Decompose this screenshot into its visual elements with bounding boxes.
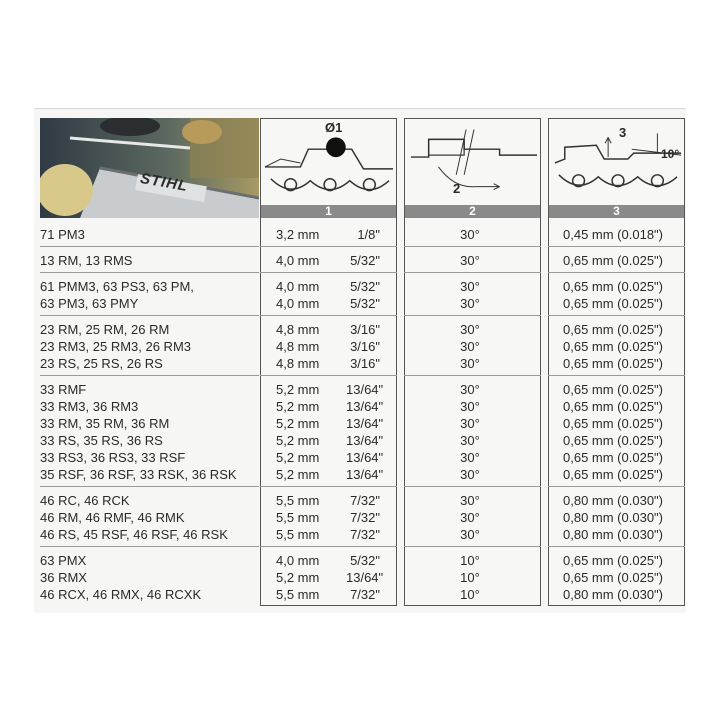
filing-angle: 30° xyxy=(460,322,480,337)
filing-angle: 30° xyxy=(460,279,480,294)
group-separator xyxy=(548,272,685,273)
depth-gauge-setting: 0,65 mm (0.025") xyxy=(563,356,663,371)
cutter-diameter-inch: 13/64" xyxy=(346,433,384,448)
cutter-diameter-inch: 13/64" xyxy=(346,399,384,414)
cutter-diameter-inch: 5/32" xyxy=(350,253,380,268)
filing-angle: 30° xyxy=(460,296,480,311)
cutter-diameter-mm: 4,0 mm xyxy=(276,296,320,311)
depth-gauge-setting: 0,65 mm (0.025") xyxy=(563,253,663,268)
group-separator xyxy=(40,272,259,273)
filing-angle: 30° xyxy=(460,399,480,414)
chain-model: 46 RS, 45 RSF, 46 RSF, 46 RSK xyxy=(40,527,228,542)
depth-gauge-setting: 0,65 mm (0.025") xyxy=(563,382,663,397)
cutter-diameter-mm: 5,2 mm xyxy=(276,467,320,482)
cutter-diameter-mm: 3,2 mm xyxy=(276,227,320,242)
depth-gauge-setting: 0,65 mm (0.025") xyxy=(563,570,663,585)
group-separator xyxy=(548,375,685,376)
filing-angle: 30° xyxy=(460,356,480,371)
group-separator xyxy=(40,246,259,247)
depth-gauge-setting: 0,80 mm (0.030") xyxy=(563,527,663,542)
chain-model: 36 RMX xyxy=(40,570,87,585)
cutter-diameter-inch: 7/32" xyxy=(350,510,380,525)
diameter-label: Ø1 xyxy=(325,120,343,135)
cutter-diameter-mm: 5,2 mm xyxy=(276,399,320,414)
depth-gauge-setting: 0,65 mm (0.025") xyxy=(563,553,663,568)
filing-angle: 30° xyxy=(460,493,480,508)
filing-angle: 30° xyxy=(460,339,480,354)
group-separator xyxy=(260,246,397,247)
chain-model: 23 RM, 25 RM, 26 RM xyxy=(40,322,170,337)
depth-label: 3 xyxy=(619,125,627,140)
filing-angle: 30° xyxy=(460,382,480,397)
cutter-diameter-inch: 1/8" xyxy=(357,227,380,242)
cutter-diameter-mm: 4,8 mm xyxy=(276,339,320,354)
cutter-diameter-mm: 5,2 mm xyxy=(276,570,320,585)
group-separator xyxy=(260,375,397,376)
group-separator xyxy=(548,246,685,247)
cutter-diameter-mm: 5,5 mm xyxy=(276,493,320,508)
brand-logo: STIHL xyxy=(138,169,190,196)
cutter-diameter-mm: 5,5 mm xyxy=(276,527,320,542)
cutter-diameter-mm: 5,2 mm xyxy=(276,416,320,431)
cutter-diameter-inch: 7/32" xyxy=(350,527,380,542)
group-separator xyxy=(260,272,397,273)
filing-angle-diagram xyxy=(405,119,540,205)
cutter-diameter-mm: 5,2 mm xyxy=(276,450,320,465)
group-separator xyxy=(260,546,397,547)
depth-gauge-setting: 0,65 mm (0.025") xyxy=(563,467,663,482)
chain-model: 35 RSF, 36 RSF, 33 RSK, 36 RSK xyxy=(40,467,237,482)
chain-model: 33 RM3, 36 RM3 xyxy=(40,399,139,414)
chain-model: 46 RC, 46 RCK xyxy=(40,493,130,508)
filing-angle: 30° xyxy=(460,467,480,482)
filing-angle: 30° xyxy=(460,253,480,268)
chain-model: 63 PM3, 63 PMY xyxy=(40,296,139,311)
chain-model: 63 PMX xyxy=(40,553,87,568)
angle-label: 2 xyxy=(453,181,461,196)
group-separator xyxy=(548,315,685,316)
depth-gauge-setting: 0,80 mm (0.030") xyxy=(563,510,663,525)
chain-model: 46 RM, 46 RMF, 46 RMK xyxy=(40,510,185,525)
cutter-diameter-mm: 4,8 mm xyxy=(276,356,320,371)
cutter-diameter-mm: 5,5 mm xyxy=(276,587,320,602)
chainsaw-sharpening-image xyxy=(40,118,259,218)
filing-angle: 30° xyxy=(460,450,480,465)
column-2-header: 2 xyxy=(405,205,540,218)
depth-gauge-setting: 0,80 mm (0.030") xyxy=(563,493,663,508)
depth-gauge-setting: 0,65 mm (0.025") xyxy=(563,296,663,311)
group-separator xyxy=(548,546,685,547)
filing-angle: 30° xyxy=(460,527,480,542)
depth-gauge-setting: 0,65 mm (0.025") xyxy=(563,450,663,465)
group-separator xyxy=(404,375,541,376)
chainsaw-photo xyxy=(40,118,259,218)
filing-angle: 30° xyxy=(460,510,480,525)
chain-model: 33 RMF xyxy=(40,382,87,397)
cutter-diameter-mm: 4,0 mm xyxy=(276,253,320,268)
filing-angle: 30° xyxy=(460,416,480,431)
cutter-diameter-inch: 13/64" xyxy=(346,467,384,482)
depth-gauge-setting: 0,65 mm (0.025") xyxy=(563,433,663,448)
chain-model: 23 RS, 25 RS, 26 RS xyxy=(40,356,163,371)
cutter-diameter-mm: 5,2 mm xyxy=(276,382,320,397)
cutter-diameter-inch: 3/16" xyxy=(350,322,380,337)
cutter-diameter-inch: 13/64" xyxy=(346,450,384,465)
depth-gauge-setting: 0,80 mm (0.030") xyxy=(563,587,663,602)
depth-gauge-setting: 0,45 mm (0.018") xyxy=(563,227,663,242)
chain-model: 33 RS3, 36 RS3, 33 RSF xyxy=(40,450,186,465)
cutter-diameter-inch: 5/32" xyxy=(350,296,380,311)
cutter-diameter-mm: 4,8 mm xyxy=(276,322,320,337)
group-separator xyxy=(548,486,685,487)
group-separator xyxy=(404,486,541,487)
filing-angle: 10° xyxy=(460,570,480,585)
group-separator xyxy=(404,246,541,247)
group-separator xyxy=(40,486,259,487)
group-separator xyxy=(40,315,259,316)
cutter-diameter-inch: 3/16" xyxy=(350,339,380,354)
cutter-diameter-inch: 13/64" xyxy=(346,416,384,431)
chain-model: 13 RM, 13 RMS xyxy=(40,253,133,268)
depth-gauge-setting: 0,65 mm (0.025") xyxy=(563,416,663,431)
cutter-diameter-inch: 13/64" xyxy=(346,570,384,585)
group-separator xyxy=(260,486,397,487)
group-separator xyxy=(404,272,541,273)
group-separator xyxy=(260,315,397,316)
column-1-header: 1 xyxy=(261,205,396,218)
depth-gauge-diagram xyxy=(549,119,684,205)
chain-model: 33 RM, 35 RM, 36 RM xyxy=(40,416,170,431)
depth-gauge-setting: 0,65 mm (0.025") xyxy=(563,322,663,337)
depth-gauge-setting: 0,65 mm (0.025") xyxy=(563,279,663,294)
cutter-diameter-mm: 4,0 mm xyxy=(276,279,320,294)
cutter-diameter-inch: 5/32" xyxy=(350,279,380,294)
cutter-diameter-mm: 5,2 mm xyxy=(276,433,320,448)
chain-model: 61 PMM3, 63 PS3, 63 PM, xyxy=(40,279,194,294)
cutter-diameter-inch: 3/16" xyxy=(350,356,380,371)
group-separator xyxy=(404,315,541,316)
chain-model: 33 RS, 35 RS, 36 RS xyxy=(40,433,163,448)
cutter-diameter-inch: 5/32" xyxy=(350,553,380,568)
group-separator xyxy=(404,546,541,547)
cutter-diameter-inch: 7/32" xyxy=(350,587,380,602)
cutter-diameter-mm: 4,0 mm xyxy=(276,553,320,568)
chain-model: 71 PM3 xyxy=(40,227,85,242)
angle-10-label: 10° xyxy=(661,147,680,161)
filing-angle: 10° xyxy=(460,553,480,568)
filing-angle: 30° xyxy=(460,227,480,242)
cutter-diameter-inch: 7/32" xyxy=(350,493,380,508)
filing-angle: 10° xyxy=(460,587,480,602)
group-separator xyxy=(40,375,259,376)
chain-model: 23 RM3, 25 RM3, 26 RM3 xyxy=(40,339,192,354)
group-separator xyxy=(40,546,259,547)
cutter-diameter-mm: 5,5 mm xyxy=(276,510,320,525)
chain-model: 46 RCX, 46 RMX, 46 RCXK xyxy=(40,587,202,602)
depth-gauge-setting: 0,65 mm (0.025") xyxy=(563,339,663,354)
column-3-header: 3 xyxy=(549,205,684,218)
cutter-diameter-inch: 13/64" xyxy=(346,382,384,397)
depth-gauge-setting: 0,65 mm (0.025") xyxy=(563,399,663,414)
filing-angle: 30° xyxy=(460,433,480,448)
